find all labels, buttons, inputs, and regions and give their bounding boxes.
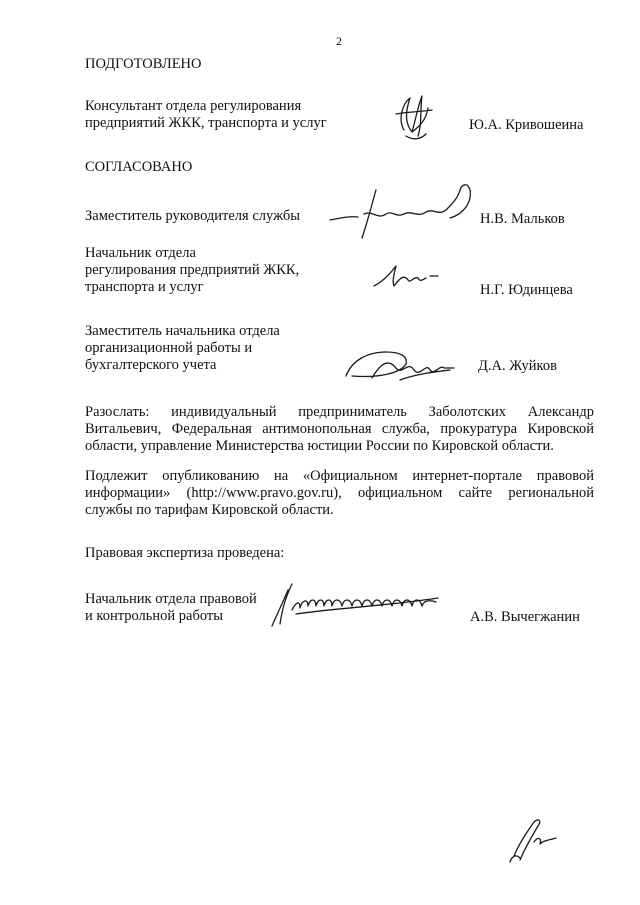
publication-paragraph: Подлежит опубликованию на «Официальном интернет-портале правовой информации» (http://www.pravo.gov.ru), официальном сайте региональной службы по тарифам Кировской области. [85, 468, 594, 518]
agreed-heading: СОГЛАСОВАНО [85, 159, 193, 175]
signer-3-name: Д.А. Жуйков [478, 358, 557, 374]
signature-yudintseva [372, 262, 442, 292]
signature-krivosheina [382, 90, 442, 146]
legal-review-name: А.В. Вычегжанин [470, 609, 580, 625]
signature-vychegzhanin [266, 580, 446, 632]
signer-3-position: Заместитель начальника отдела организационной работы и бухгалтерского учета [85, 323, 280, 373]
legal-review-position: Начальник отдела правовой и контрольной работы [85, 591, 257, 624]
legal-review-statement: Правовая экспертиза проведена: [85, 545, 285, 561]
page-number: 2 [336, 34, 342, 48]
signature-zhuikov [342, 340, 458, 386]
initials-mark [504, 816, 566, 866]
signer-1-position: Заместитель руководителя службы [85, 208, 301, 224]
signature-malkov [326, 180, 486, 252]
prepared-position: Консультант отдела регулирования предприятий ЖКК, транспорта и услуг [85, 98, 327, 131]
signer-2-name: Н.Г. Юдинцева [480, 282, 573, 298]
prepared-name: Ю.А. Кривошеина [469, 117, 584, 133]
prepared-heading: ПОДГОТОВЛЕНО [85, 56, 202, 72]
signer-1-name: Н.В. Мальков [480, 211, 565, 227]
signer-2-position: Начальник отдела регулирования предприятий ЖКК, транспорта и услуг [85, 245, 300, 295]
distribution-paragraph: Разослать: индивидуальный предприниматель Заболотских Александр Витальевич, Федеральная антимонопольная служба, прокуратура Кировской области, управление Министерства юстиции России по Кировской области. [85, 404, 594, 454]
